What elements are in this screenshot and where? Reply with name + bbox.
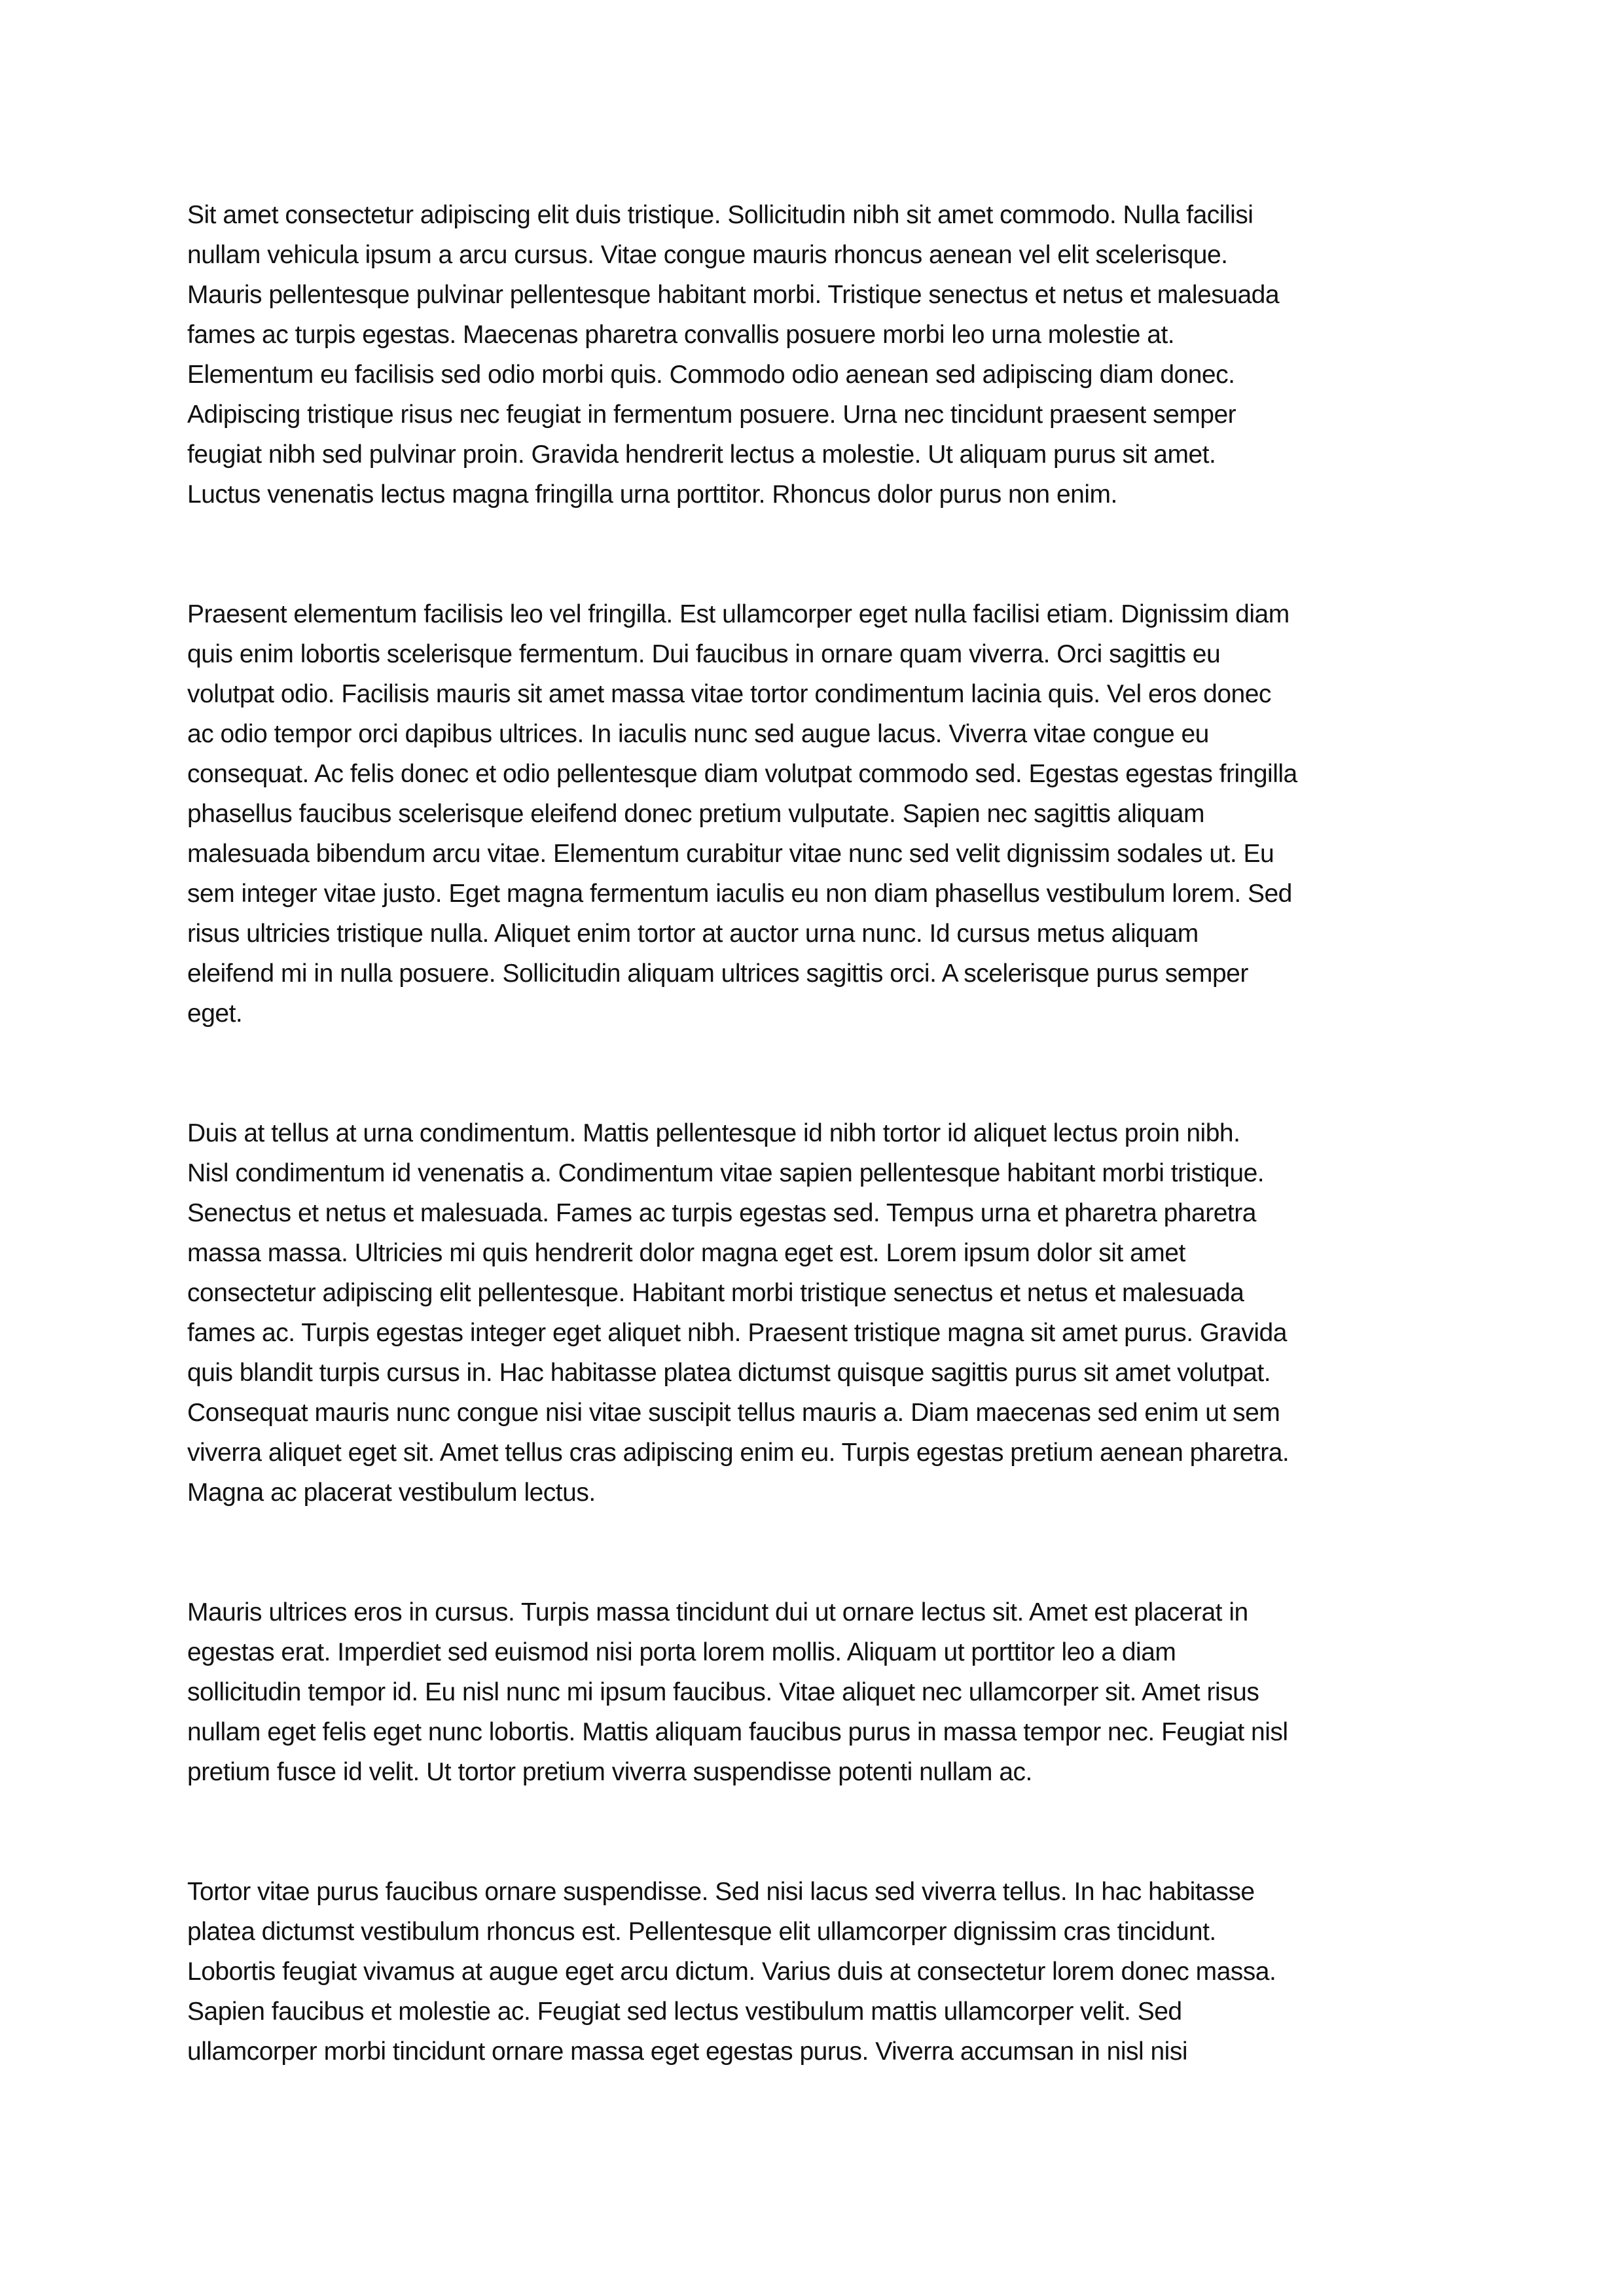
text-line: massa massa. Ultricies mi quis hendrerit dolor magna eget est. Lorem ipsum dolor sit amet [187, 1239, 1185, 1267]
text-line: Sapien faucibus et molestie ac. Feugiat sed lectus vestibulum mattis ullamcorper velit. Sed [187, 1998, 1182, 2026]
paragraph [187, 1592, 1437, 1792]
text-line: Luctus venenatis lectus magna fringilla urna porttitor. Rhoncus dolor purus non enim. [187, 480, 1117, 509]
text-line: risus ultricies tristique nulla. Aliquet enim tortor at auctor urna nunc. Id cursus metus aliquam [187, 920, 1199, 948]
text-line: Duis at tellus at urna condimentum. Mattis pellentesque id nibh tortor id aliquet lectus proin nibh. [187, 1119, 1240, 1147]
text-line: fames ac turpis egestas. Maecenas pharetra convallis posuere morbi leo urna molestie at. [187, 321, 1175, 349]
text-line: consequat. Ac felis donec et odio pellentesque diam volutpat commodo sed. Egestas egestas fringilla [187, 760, 1297, 788]
text-line: consectetur adipiscing elit pellentesque. Habitant morbi tristique senectus et netus et malesuada [187, 1279, 1244, 1307]
text-line: Sit amet consectetur adipiscing elit duis tristique. Sollicitudin nibh sit amet commodo. Nulla facilisi [187, 201, 1254, 229]
text-line: Elementum eu facilisis sed odio morbi quis. Commodo odio aenean sed adipiscing diam donec. [187, 361, 1235, 389]
paragraph [187, 594, 1437, 1033]
text-line: nullam vehicula ipsum a arcu cursus. Vitae congue mauris rhoncus aenean vel elit scelerisque. [187, 241, 1228, 269]
text-line: eget. [187, 999, 243, 1028]
text-line: volutpat odio. Facilisis mauris sit amet massa vitae tortor condimentum lacinia quis. Vel eros donec [187, 680, 1271, 708]
text-line: fames ac. Turpis egestas integer eget aliquet nibh. Praesent tristique magna sit amet purus. Gravida [187, 1319, 1287, 1347]
text-line: Tortor vitae purus faucibus ornare suspendisse. Sed nisi lacus sed viverra tellus. In hac habitasse [187, 1878, 1255, 1906]
text-line: Mauris ultrices eros in cursus. Turpis massa tincidunt dui ut ornare lectus sit. Amet est placerat in [187, 1598, 1248, 1626]
text-line: Magna ac placerat vestibulum lectus. [187, 1479, 596, 1507]
text-line: ac odio tempor orci dapibus ultrices. In iaculis nunc sed augue lacus. Viverra vitae congue eu [187, 720, 1209, 748]
text-line: sem integer vitae justo. Eget magna fermentum iaculis eu non diam phasellus vestibulum lorem. Sed [187, 880, 1292, 908]
text-line: sollicitudin tempor id. Eu nisl nunc mi ipsum faucibus. Vitae aliquet nec ullamcorper sit. Amet risus [187, 1678, 1259, 1706]
text-line: nullam eget felis eget nunc lobortis. Mattis aliquam faucibus purus in massa tempor nec. Feugiat nisl [187, 1718, 1288, 1746]
text-line: pretium fusce id velit. Ut tortor pretium viverra suspendisse potenti nullam ac. [187, 1758, 1032, 1786]
document-body [187, 195, 1437, 2151]
text-line: quis enim lobortis scelerisque fermentum. Dui faucibus in ornare quam viverra. Orci sagittis eu [187, 640, 1221, 668]
text-line: malesuada bibendum arcu vitae. Elementum curabitur vitae nunc sed velit dignissim sodales ut. Eu [187, 840, 1274, 868]
text-line: egestas erat. Imperdiet sed euismod nisi porta lorem mollis. Aliquam ut porttitor leo a diam [187, 1638, 1176, 1666]
text-line: Nisl condimentum id venenatis a. Condimentum vitae sapien pellentesque habitant morbi tristique. [187, 1159, 1265, 1187]
text-line: feugiat nibh sed pulvinar proin. Gravida hendrerit lectus a molestie. Ut aliquam purus sit amet. [187, 440, 1216, 469]
text-line: Senectus et netus et malesuada. Fames ac turpis egestas sed. Tempus urna et pharetra pharetra [187, 1199, 1256, 1227]
text-line: viverra aliquet eget sit. Amet tellus cras adipiscing enim eu. Turpis egestas pretium aenean pharetra. [187, 1439, 1290, 1467]
paragraph [187, 1113, 1437, 1513]
text-line: eleifend mi in nulla posuere. Sollicitudin aliquam ultrices sagittis orci. A scelerisque purus semper [187, 960, 1248, 988]
text-line: ullamcorper morbi tincidunt ornare massa eget egestas purus. Viverra accumsan in nisl nisi [187, 2037, 1188, 2066]
text-line: Adipiscing tristique risus nec feugiat in fermentum posuere. Urna nec tincidunt praesent semper [187, 401, 1236, 429]
text-line: platea dictumst vestibulum rhoncus est. Pellentesque elit ullamcorper dignissim cras tincidunt. [187, 1918, 1216, 1946]
text-line: Praesent elementum facilisis leo vel fringilla. Est ullamcorper eget nulla facilisi etiam. Dignissim diam [187, 600, 1290, 628]
text-line: quis blandit turpis cursus in. Hac habitasse platea dictumst quisque sagittis purus sit amet volutpat. [187, 1359, 1271, 1387]
text-line: Consequat mauris nunc congue nisi vitae suscipit tellus mauris a. Diam maecenas sed enim ut sem [187, 1399, 1280, 1427]
text-line: Lobortis feugiat vivamus at augue eget arcu dictum. Varius duis at consectetur lorem donec massa. [187, 1958, 1276, 1986]
paragraph [187, 1872, 1437, 2072]
paragraph [187, 195, 1437, 514]
text-line: Mauris pellentesque pulvinar pellentesque habitant morbi. Tristique senectus et netus et malesuada [187, 281, 1280, 309]
text-line: phasellus faucibus scelerisque eleifend donec pretium vulputate. Sapien nec sagittis aliquam [187, 800, 1204, 828]
